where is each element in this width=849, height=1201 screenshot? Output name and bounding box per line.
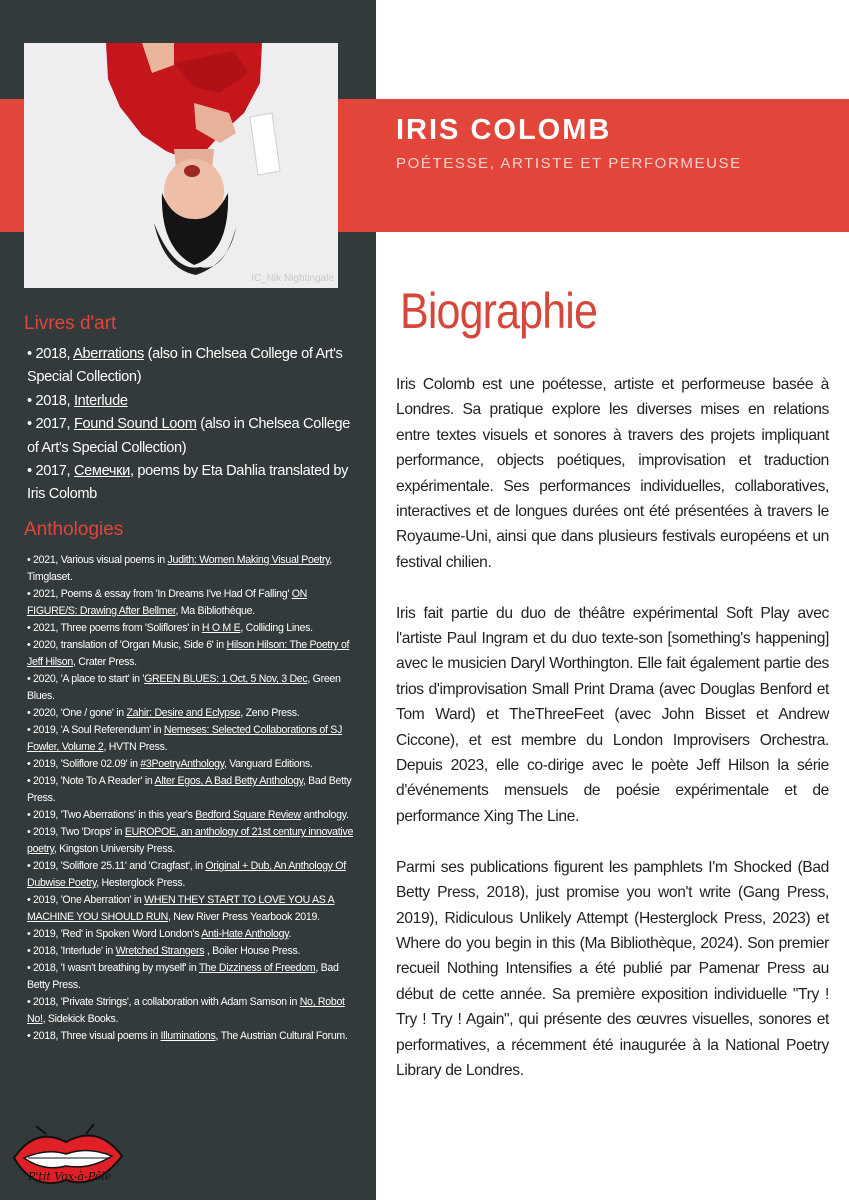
anthology-pre: • 2020, 'One / gone' in xyxy=(27,707,127,719)
anthology-link[interactable]: Zahir: Desire and Eclypse xyxy=(126,707,241,719)
anthology-pre: • 2020, 'A place to start' in ' xyxy=(27,673,145,685)
anthology-post: , Zeno Press. xyxy=(240,707,300,719)
livre-item xyxy=(27,390,352,413)
anthology-pre: • 2019, 'One Aberration' in xyxy=(27,894,145,906)
biography-paragraph: Iris Colomb est une poétesse, artiste et performeuse basée à Londres. Sa pratique explore les diverses mises en relations entre textes visuels et sonores à travers des projets impliquant performance, objects poétiques, improvisation et traduction expérimentale. Ses performances individuelles, collaboratives, interactives et de longues durées ont été présentées à travers le Royaume-Uni, ainsi que dans plusieurs festivals européens et un festival chilien. xyxy=(396,376,829,571)
anthology-item xyxy=(27,586,357,620)
biography-text xyxy=(396,372,829,1109)
anthology-post: anthology. xyxy=(300,809,349,821)
anthology-link[interactable]: Hilson Hilson: The Poetry of Jeff Hilson xyxy=(27,639,350,668)
anthology-pre: • 2021, Three poems from 'Soliflores' in xyxy=(27,622,202,634)
livres-heading: Livres d'art xyxy=(24,313,117,334)
anthology-pre: • 2020, translation of 'Organ Music, Side 6' in xyxy=(27,639,227,651)
anthology-item xyxy=(27,552,357,586)
anthology-pre: • 2019, 'Note To A Reader' in xyxy=(27,775,155,787)
artist-subtitle: POÉTESSE, ARTISTE ET PERFORMEUSE xyxy=(396,155,742,172)
anthology-pre: • 2019, 'Red' in Spoken Word London's xyxy=(27,928,202,940)
anthology-link[interactable]: Wretched Strangers xyxy=(115,945,205,957)
anthology-pre: • 2021, Various visual poems in xyxy=(27,554,168,566)
anthology-post: , HVTN Press. xyxy=(103,741,168,753)
anthology-item xyxy=(27,858,357,892)
anthology-post: , Green Blues. xyxy=(27,673,341,702)
anthology-post: , Hesterglock Press. xyxy=(96,877,185,889)
anthology-item xyxy=(27,943,357,960)
anthology-pre: • 2019, 'Two Aberrations' in this year's xyxy=(27,809,196,821)
anthology-link[interactable]: H O M E xyxy=(201,622,241,634)
anthology-link[interactable]: Original + Dub, An Anthology Of Dubwise Poetry xyxy=(27,860,346,889)
anthology-pre: • 2018, Three visual poems in xyxy=(27,1030,161,1042)
anthology-pre: • 2018, 'I wasn't breathing by myself' in xyxy=(27,962,199,974)
logo-text: P'tit Vox-à-Pôle xyxy=(28,1170,112,1183)
anthology-link[interactable]: Bedford Square Review xyxy=(195,809,301,821)
anthology-link[interactable]: WHEN THEY START TO LOVE YOU AS A MACHINE YOU SHOULD RUN xyxy=(27,894,335,923)
anthology-item xyxy=(27,671,357,705)
anthology-link[interactable]: Alter Egos, A Bad Betty Anthology xyxy=(154,775,303,787)
anthology-post: , Crater Press. xyxy=(72,656,137,668)
livre-item xyxy=(27,413,352,460)
livre-pre: • 2018, xyxy=(27,392,74,409)
anthology-pre: • 2019, 'A Soul Referendum' in xyxy=(27,724,164,736)
anthology-post: , Bad Betty Press. xyxy=(27,775,352,804)
livres-list xyxy=(27,343,352,507)
anthology-item xyxy=(27,926,357,943)
livre-post: (also in Chelsea College of Art's Special Collection) xyxy=(27,346,343,386)
anthology-item xyxy=(27,960,357,994)
anthology-pre: • 2021, Poems & essay from 'In Dreams I've Had Of Falling' xyxy=(27,588,292,600)
anthology-pre: • 2019, Two 'Drops' in xyxy=(27,826,125,838)
biography-paragraph: Iris fait partie du duo de théâtre expérimental Soft Play avec l'artiste Paul Ingram et du duo texte-son [something's happening] avec le musicien Daryl Worthington. Elle fait également partie des trios d'improvisation Small Print Drama (avec Douglas Benford et Tom Ward) et TheThreeFeet (avec John Bisset et Andrew Ciccone), et est membre du London Improvisers Orchestra. Depuis 2023, elle co-dirige avec le poète Jeff Hilson la série d'événements mensuels de poésie expérimentale et de performance Xing The Line. xyxy=(396,604,829,825)
anthology-post: , New River Press Yearbook 2019. xyxy=(167,911,320,923)
anthology-link[interactable]: Judith: Women Making Visual Poetry xyxy=(167,554,330,566)
anthology-item xyxy=(27,637,357,671)
livre-pre: • 2017, xyxy=(27,463,74,480)
livre-link[interactable]: Семечки xyxy=(73,463,130,480)
anthology-link[interactable]: Anti-Hate Anthology xyxy=(201,928,289,940)
anthology-item xyxy=(27,892,357,926)
anthology-link[interactable]: GREEN BLUES: 1 Oct, 5 Nov, 3 Dec xyxy=(144,673,308,685)
anthology-post: , Sidekick Books. xyxy=(42,1013,119,1025)
lips-logo xyxy=(6,1120,128,1196)
anthology-pre: • 2019, 'Soliflore 25.11' and 'Cragfast', in xyxy=(27,860,206,872)
anthology-post: , The Austrian Cultural Forum. xyxy=(215,1030,348,1042)
anthology-pre: • 2018, 'Private Strings', a collaboration with Adam Samson in xyxy=(27,996,300,1008)
anthology-post: , Ma Bibliothèque. xyxy=(175,605,255,617)
anthologies-list xyxy=(27,552,357,1045)
livre-item xyxy=(27,343,352,390)
anthology-item xyxy=(27,705,357,722)
anthology-item xyxy=(27,756,357,773)
livre-post: (also in Chelsea College of Art's Special Collection) xyxy=(27,416,351,456)
anthology-link[interactable]: ON FIGURE/S: Drawing After Bellmer xyxy=(27,588,307,617)
anthology-item xyxy=(27,994,357,1028)
anthology-post: . xyxy=(288,928,292,940)
anthology-link[interactable]: #3PoetryAnthology xyxy=(140,758,224,770)
livre-post: , poems by Eta Dahlia translated by Iris Colomb xyxy=(27,463,349,503)
anthology-item xyxy=(27,824,357,858)
anthology-post: , Kingston University Press. xyxy=(53,843,175,855)
anthology-item xyxy=(27,1028,357,1045)
artist-photo-icon xyxy=(24,43,338,288)
anthology-link[interactable]: The Dizziness of Freedom xyxy=(198,962,316,974)
anthology-item xyxy=(27,773,357,807)
lips-logo-icon xyxy=(6,1120,128,1196)
anthology-link[interactable]: Nemeses: Selected Collaborations of SJ Fowler, Volume 2 xyxy=(27,724,343,753)
anthology-link[interactable]: No, Robot No! xyxy=(27,996,345,1025)
artist-photo xyxy=(24,43,338,288)
anthology-link[interactable]: EUROPOE, an anthology of 21st century innovative poetry xyxy=(27,826,354,855)
anthology-post: , Colliding Lines. xyxy=(240,622,313,634)
photo-credit: IC_Nik Nightingale xyxy=(251,273,334,284)
livre-pre: • 2018, xyxy=(27,346,74,362)
anthology-post: , Bad Betty Press. xyxy=(27,962,339,991)
livre-item xyxy=(27,460,352,507)
anthology-item xyxy=(27,620,357,637)
livre-link[interactable]: Interlude xyxy=(73,392,128,409)
biography-title: Biographie xyxy=(400,283,597,339)
anthology-pre: • 2019, 'Soliflore 02.09' in xyxy=(27,758,141,770)
livre-pre: • 2017, xyxy=(27,416,74,433)
anthology-link[interactable]: Illuminations xyxy=(160,1030,216,1042)
biography-paragraph: Parmi ses publications figurent les pamphlets I'm Shocked (Bad Betty Press, 2018), just promise you won't write (Gang Press, 2019), Ridiculous Unlikely Attempt (Hesterglock Press, 2023) et Where do you begin in this (Ma Bibliothèque, 2024). Son premier recueil Nothing Intensifies a été publié par Pamenar Press au début de cette année. Sa première exposition individuelle "Try ! Try ! Try ! Again", qui présente des œuvres visuelles, sonores et performatives, a récemment été inaugurée à la National Poetry Library de Londres. xyxy=(396,858,829,1079)
anthology-item xyxy=(27,722,357,756)
anthology-post: , Vanguard Editions. xyxy=(223,758,313,770)
anthology-post: , Timglaset. xyxy=(27,554,332,583)
livre-link[interactable]: Found Sound Loom xyxy=(73,416,197,433)
anthology-post: , Boiler House Press. xyxy=(204,945,301,957)
livre-link[interactable]: Aberrations xyxy=(73,346,144,362)
anthology-pre: • 2018, 'Interlude' in xyxy=(27,945,116,957)
artist-name: IRIS COLOMB xyxy=(396,114,612,146)
anthology-item xyxy=(27,807,357,824)
anthologies-heading: Anthologies xyxy=(24,519,124,540)
